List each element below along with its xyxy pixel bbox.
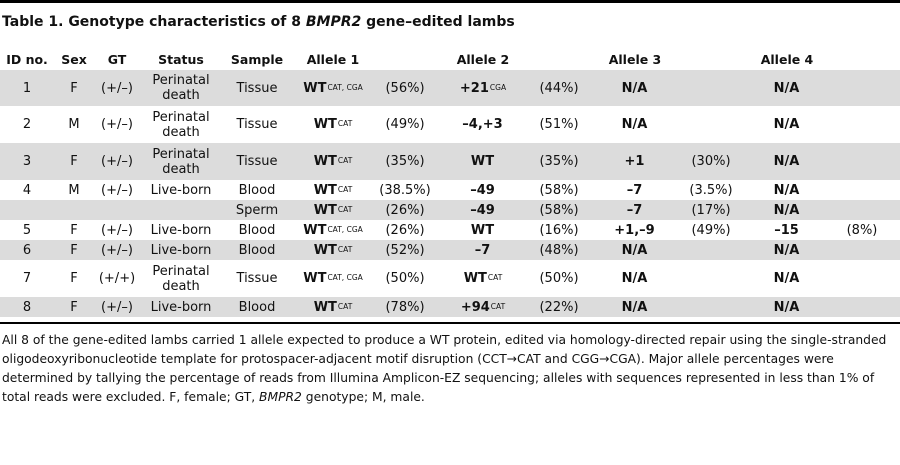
allele4-main: N/A xyxy=(773,299,800,315)
allele2-value xyxy=(470,180,496,200)
cell-gt: (+/–) xyxy=(101,117,133,132)
allele3-main: N/A xyxy=(621,271,648,286)
cell-status xyxy=(152,260,209,297)
allele3-main: N/A xyxy=(621,242,648,258)
allele4-value xyxy=(774,143,801,180)
cell-id: 6 xyxy=(22,242,32,258)
allele3-main: –7 xyxy=(626,202,643,218)
allele4-main: N/A xyxy=(773,117,800,132)
allele4-value xyxy=(774,180,801,200)
allele1-value xyxy=(303,220,363,240)
status-line: Perinatal xyxy=(152,109,210,125)
cell-sample: Tissue xyxy=(236,154,278,169)
cell-sample: Sperm xyxy=(235,202,279,218)
cell-status xyxy=(152,143,209,180)
allele4-main: N/A xyxy=(773,154,800,169)
allele2-percent: (16%) xyxy=(539,222,579,238)
header-allele2: Allele 2 xyxy=(456,52,510,67)
cell-sample: Tissue xyxy=(236,271,278,286)
allele1-value xyxy=(314,200,353,220)
status-line: Perinatal xyxy=(152,146,210,162)
cell-id: 2 xyxy=(22,117,32,132)
allele1-main: WT xyxy=(313,182,337,198)
table-row xyxy=(0,260,900,297)
allele4-value xyxy=(774,297,801,317)
status-line: death xyxy=(162,161,200,177)
cell-status xyxy=(151,220,212,240)
title-suffix: gene–edited lambs xyxy=(361,14,515,30)
cell-sex: F xyxy=(70,154,78,169)
header-allele1: Allele 1 xyxy=(306,52,360,67)
status-line: Live-born xyxy=(150,222,212,238)
header-status: Status xyxy=(158,52,204,67)
table-row xyxy=(0,143,900,180)
status-line: death xyxy=(162,278,200,294)
allele1-superscript: CAT xyxy=(337,119,353,128)
allele3-main: +1 xyxy=(624,154,645,169)
allele1-value xyxy=(303,70,363,106)
cell-gt: (+/–) xyxy=(101,242,133,258)
allele2-main: WT xyxy=(463,271,487,286)
allele2-value xyxy=(461,297,505,317)
allele1-value xyxy=(314,180,353,200)
status-line: Live-born xyxy=(150,299,212,315)
allele3-main: N/A xyxy=(621,117,648,132)
cell-gt: (+/–) xyxy=(101,222,133,238)
allele2-percent: (22%) xyxy=(539,299,579,315)
header-sex: Sex xyxy=(61,52,87,67)
allele1-superscript: CAT xyxy=(337,156,353,165)
allele2-value xyxy=(475,240,492,260)
allele1-superscript: CAT xyxy=(337,244,353,254)
allele3-percent: (30%) xyxy=(691,154,731,169)
allele1-percent: (49%) xyxy=(385,117,425,132)
footnote-text-1: All 8 of the gene-edited lambs carried 1 allele expected to produce a WT protein, edited via homology-directed repair using the single-stranded oligodeoxyribonucleotide template for protospacer-adjacent motif disruption (CCT→CAT and CGG→CGA). Major allele percentages were determined by tallying the percentage of reads from Illumina Amplicon-EZ sequencing; alleles with sequences represented in less than 1% of total reads were excluded. F, female; GT, xyxy=(2,333,887,404)
header-sample: Sample xyxy=(230,52,284,67)
cell-id: 7 xyxy=(22,271,32,286)
allele3-value xyxy=(625,143,646,180)
title-gene: BMPR2 xyxy=(305,14,362,30)
allele2-value xyxy=(462,106,503,143)
cell-sample: Blood xyxy=(238,182,276,198)
status-line: Live-born xyxy=(150,242,212,258)
allele2-percent: (50%) xyxy=(539,271,579,286)
allele4-value xyxy=(774,240,801,260)
allele4-main: N/A xyxy=(773,242,800,258)
allele2-superscript: CGA xyxy=(489,82,507,92)
cell-sample: Tissue xyxy=(236,80,278,96)
cell-status xyxy=(152,70,209,106)
allele1-percent: (38.5%) xyxy=(379,182,431,198)
allele3-percent: (17%) xyxy=(691,202,731,218)
allele3-value xyxy=(622,240,649,260)
cell-sample: Tissue xyxy=(236,117,278,132)
allele3-value xyxy=(622,297,649,317)
cell-sex: F xyxy=(70,299,78,315)
allele3-percent: (49%) xyxy=(691,222,731,238)
allele1-value xyxy=(314,143,353,180)
allele1-main: WT xyxy=(303,80,327,96)
cell-sample: Blood xyxy=(238,242,276,258)
allele2-main: +21 xyxy=(459,80,489,96)
allele1-percent: (56%) xyxy=(385,80,425,96)
status-line: death xyxy=(162,88,200,103)
allele1-percent: (26%) xyxy=(385,202,425,218)
cell-sex: F xyxy=(70,242,78,258)
allele2-percent: (51%) xyxy=(539,117,579,132)
cell-status xyxy=(151,240,212,260)
allele3-main: –7 xyxy=(626,182,643,198)
cell-gt: (+/–) xyxy=(101,154,133,169)
cell-status xyxy=(151,297,212,317)
allele2-value xyxy=(464,260,503,297)
status-line: death xyxy=(162,124,200,140)
header-id: ID no. xyxy=(6,52,48,67)
allele2-main: WT xyxy=(470,222,495,238)
table-row xyxy=(0,70,900,106)
allele3-value xyxy=(627,200,644,220)
table-row xyxy=(0,200,900,220)
allele1-superscript: CAT, CGA xyxy=(327,273,363,282)
allele1-main: WT xyxy=(313,299,337,315)
footnote-gene: BMPR2 xyxy=(259,390,302,404)
allele3-value xyxy=(622,70,649,106)
allele2-main: +94 xyxy=(460,299,490,315)
allele2-value xyxy=(471,220,495,240)
allele4-value xyxy=(774,260,801,297)
allele1-main: WT xyxy=(303,271,327,286)
allele2-value xyxy=(470,200,496,220)
cell-status xyxy=(151,180,212,200)
allele3-value xyxy=(614,220,655,240)
allele1-percent: (52%) xyxy=(385,242,425,258)
allele3-value xyxy=(622,260,649,297)
cell-gt: (+/–) xyxy=(101,299,133,315)
allele1-main: WT xyxy=(313,242,337,258)
allele4-value xyxy=(774,106,801,143)
header-allele3: Allele 3 xyxy=(608,52,662,67)
cell-sex: F xyxy=(70,222,78,238)
allele2-main: –49 xyxy=(470,182,495,198)
footnote-text-2: genotype; M, male. xyxy=(301,390,425,404)
allele2-main: WT xyxy=(470,154,495,169)
genotype-table xyxy=(0,46,900,317)
allele3-main: +1,–9 xyxy=(614,222,655,238)
allele1-value xyxy=(314,240,353,260)
allele3-main: N/A xyxy=(621,80,648,96)
allele1-value xyxy=(314,106,353,143)
allele2-percent: (44%) xyxy=(539,80,579,96)
allele4-main: N/A xyxy=(773,182,800,198)
allele4-main: N/A xyxy=(773,202,800,218)
bottom-rule xyxy=(0,322,900,324)
allele2-percent: (48%) xyxy=(539,242,579,258)
header-allele4: Allele 4 xyxy=(760,52,814,67)
allele1-main: WT xyxy=(303,222,327,238)
allele4-value xyxy=(774,220,800,240)
allele4-main: –15 xyxy=(774,222,799,238)
allele1-percent: (26%) xyxy=(385,222,425,238)
status-line: Perinatal xyxy=(152,73,210,88)
table-footnote xyxy=(2,331,898,407)
allele2-main: –49 xyxy=(470,202,495,218)
status-line: Live-born xyxy=(150,182,212,198)
cell-sex: M xyxy=(68,182,80,198)
cell-sample: Blood xyxy=(238,222,276,238)
allele2-percent: (58%) xyxy=(539,182,579,198)
allele1-main: WT xyxy=(313,154,337,169)
cell-status xyxy=(152,106,209,143)
allele1-value xyxy=(303,260,363,297)
cell-id: 4 xyxy=(22,182,32,198)
allele1-percent: (50%) xyxy=(385,271,425,286)
allele1-main: WT xyxy=(313,202,337,218)
cell-sex: F xyxy=(70,80,78,96)
table-row xyxy=(0,220,900,240)
cell-id: 3 xyxy=(22,154,32,169)
allele1-percent: (35%) xyxy=(385,154,425,169)
allele1-superscript: CAT, CGA xyxy=(327,82,363,92)
cell-id: 8 xyxy=(22,299,32,315)
allele3-percent: (3.5%) xyxy=(689,182,733,198)
allele1-value xyxy=(314,297,353,317)
table-row xyxy=(0,297,900,317)
allele3-value xyxy=(622,106,649,143)
table-body xyxy=(0,70,900,317)
allele2-main: –4,+3 xyxy=(462,117,503,132)
header-gt: GT xyxy=(107,52,127,67)
table-row xyxy=(0,106,900,143)
cell-gt: (+/–) xyxy=(101,182,133,198)
allele4-percent: (8%) xyxy=(846,222,878,238)
cell-sex: F xyxy=(70,271,78,286)
table-row xyxy=(0,180,900,200)
allele3-value xyxy=(627,180,644,200)
cell-id: 5 xyxy=(22,222,32,238)
status-line: Perinatal xyxy=(152,263,210,279)
cell-sample: Blood xyxy=(238,299,276,315)
allele2-percent: (58%) xyxy=(539,202,579,218)
allele3-main: N/A xyxy=(621,299,648,315)
table-title xyxy=(2,14,515,30)
allele2-superscript: CAT xyxy=(487,273,503,282)
cell-sex: M xyxy=(68,117,80,132)
allele2-superscript: CAT xyxy=(490,301,506,311)
allele1-superscript: CAT xyxy=(337,184,353,194)
allele2-percent: (35%) xyxy=(539,154,579,169)
allele1-superscript: CAT, CGA xyxy=(327,224,363,234)
allele1-percent: (78%) xyxy=(385,299,425,315)
allele4-main: N/A xyxy=(773,80,800,96)
cell-id: 1 xyxy=(22,80,32,96)
allele4-value xyxy=(774,70,801,106)
allele1-superscript: CAT xyxy=(337,301,353,311)
top-rule xyxy=(0,0,900,3)
allele4-main: N/A xyxy=(773,271,800,286)
allele2-value xyxy=(460,70,506,106)
cell-gt: (+/+) xyxy=(98,271,136,286)
cell-gt: (+/–) xyxy=(101,80,133,96)
allele4-value xyxy=(774,200,801,220)
allele2-main: –7 xyxy=(474,242,491,258)
table-row xyxy=(0,240,900,260)
allele1-main: WT xyxy=(313,117,337,132)
table-header-row xyxy=(0,46,900,70)
allele2-value xyxy=(471,143,495,180)
allele1-superscript: CAT xyxy=(337,204,353,214)
title-prefix: Table 1. Genotype characteristics of 8 xyxy=(2,14,306,30)
